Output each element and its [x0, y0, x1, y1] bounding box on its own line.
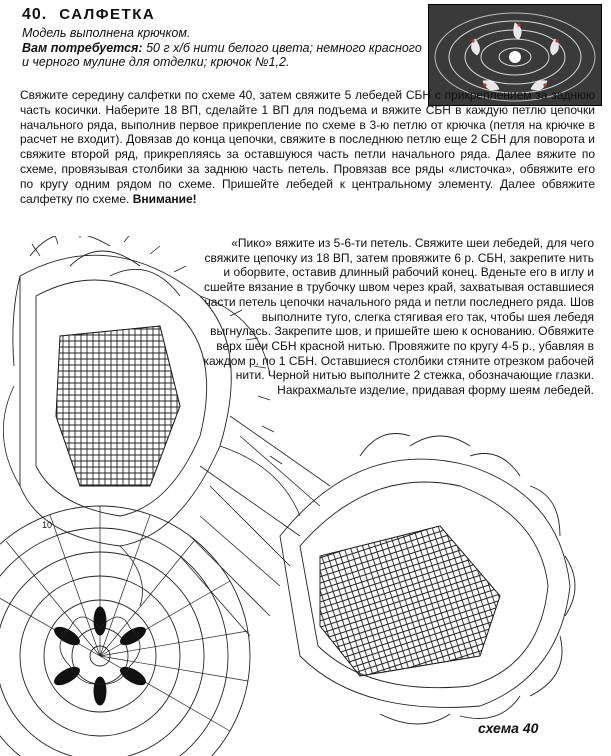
instructions-part2: «Пико» вяжите из 5-6-ти петель. Свяжите шеи лебедей, для чего свяжите цепочку из 18 ВП, затем провяжите 6 р. СБН, закрепите нить и оборвите, оставив длинный рабочий конец. Вденьте его в иглу и сшейте вязание в трубочку швом через край, захватывая оставшиеся части петель цепочки начального ряда и петли последнего ряда. Шов выполните туго, слегка стягивая его так, чтобы шея лебедя выгнулась. Закрепите шов, и пришейте шею к основанию. Обвяжите верх шеи СБН красной нитью. Провяжите по кругу 4-5 р., убавляя в каждом р. по 1 СБН. Оставшиеся столбики стяните отрезком рабочей нити. Черной нитью выполните 2 стежка, обозначающие глазки. Накрахмальте изделие, придавая форму шеям лебедей.	[203, 236, 594, 398]
center-medallion	[0, 506, 250, 756]
instructions-text1: Свяжите середину салфетки по схеме 40, затем свяжите 5 лебедей СБН с прикреплением за заднюю часть косички. Наберите 18 ВП, сделайте 1 ВП для подъема и вяжите СБН в каждую петлю цепочки начального ряда, выполнив первое прикрепление по схеме в 3-ю петлю от крючка (петля на крючке в расчет не входит). Довязав до конца цепочки, свяжите в последнюю петлю еще 2 СБН для поворота и свяжите второй ряд, прикрепляясь за оставшуюся часть петли начального ряда. Далее вяжите по схеме, провязывая столбики за заднюю часть петель. Провязав все ряды «листочка», обвяжите его по кругу одним рядом по схеме. Пришейте лебедей к центральному элементу. Далее обвяжите салфетку по схеме.	[20, 88, 595, 206]
attention-label: Внимание!	[132, 191, 197, 206]
row-label-10: 10	[42, 520, 53, 530]
chart-caption: схема 40	[478, 720, 539, 736]
header	[22, 6, 422, 69]
instructions-part1	[20, 88, 595, 206]
chart-spokes	[180, 416, 330, 636]
page-title: САЛФЕТКА	[59, 6, 156, 23]
leaf-motif-right	[280, 434, 575, 725]
materials-line2: и черного мулине для отделки; крючок №1,2.	[22, 55, 290, 69]
model-note: Модель выполнена крючком.	[22, 26, 191, 40]
title-row	[22, 6, 422, 24]
materials-label: Вам потребуется:	[22, 41, 143, 55]
materials	[22, 41, 422, 69]
materials-line1: 50 г х/б нити белого цвета; немного красного	[146, 41, 422, 55]
pattern-number: 40.	[22, 6, 48, 23]
